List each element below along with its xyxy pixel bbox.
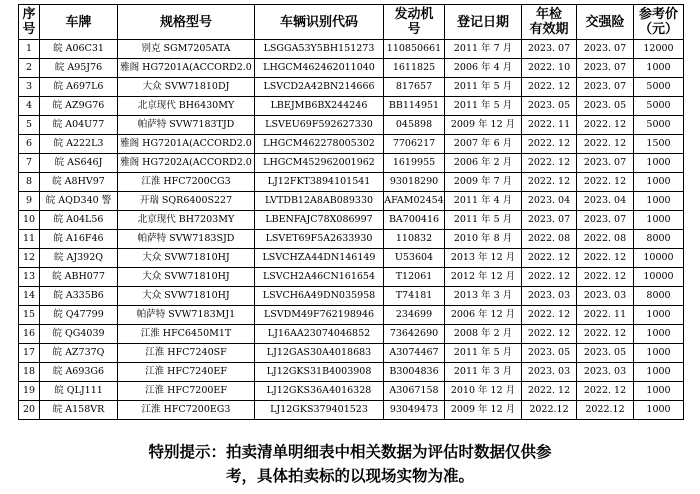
cell-reg-date: 2006 年 12 月 <box>445 306 522 325</box>
cell-price: 1000 <box>634 325 684 344</box>
cell-vin: LSVEU69F592627330 <box>255 116 384 135</box>
table-row <box>19 249 684 268</box>
cell-seq: 17 <box>19 344 40 363</box>
cell-model: 江淮 HFC7200EG3 <box>118 401 255 420</box>
cell-plate: 皖 AZ737Q <box>40 344 118 363</box>
cell-engine: 73642690 <box>384 325 445 344</box>
table-row <box>19 173 684 192</box>
cell-vin: LSVCHZA44DN146149 <box>255 249 384 268</box>
cell-price: 10000 <box>634 268 684 287</box>
cell-model: 江淮 HFC6450M1T <box>118 325 255 344</box>
cell-seq: 7 <box>19 154 40 173</box>
cell-seq: 4 <box>19 97 40 116</box>
cell-seq: 1 <box>19 40 40 59</box>
cell-inspection: 2022. 10 <box>522 59 577 78</box>
cell-plate: 皖 A693G6 <box>40 363 118 382</box>
cell-model: 帕萨特 SVW7183MJ1 <box>118 306 255 325</box>
cell-inspection: 2023. 07 <box>522 40 577 59</box>
cell-plate: 皖 AQD340 警 <box>40 192 118 211</box>
cell-model: 帕萨特 SVW7183TJD <box>118 116 255 135</box>
cell-plate: 皖 A95J76 <box>40 59 118 78</box>
cell-seq: 18 <box>19 363 40 382</box>
cell-model: 北京现代 BH7203MY <box>118 211 255 230</box>
cell-engine: 110850661 <box>384 40 445 59</box>
cell-price: 5000 <box>634 116 684 135</box>
cell-vin: LBEJMB6BX244246 <box>255 97 384 116</box>
cell-vin: LSVET69F5A2633930 <box>255 230 384 249</box>
special-notice <box>0 440 700 488</box>
cell-engine: A3074467 <box>384 344 445 363</box>
cell-plate: 皖 A16F46 <box>40 230 118 249</box>
cell-price: 1000 <box>634 211 684 230</box>
cell-inspection: 2022. 12 <box>522 382 577 401</box>
cell-vin: LVTDB12A8AB089330 <box>255 192 384 211</box>
cell-reg-date: 2011 年 3 月 <box>445 363 522 382</box>
cell-price: 10000 <box>634 249 684 268</box>
cell-model: 大众 SVW71810HJ <box>118 287 255 306</box>
table-body <box>19 40 684 420</box>
cell-plate: 皖 QLJ111 <box>40 382 118 401</box>
cell-engine: 110832 <box>384 230 445 249</box>
cell-seq: 5 <box>19 116 40 135</box>
cell-plate: 皖 ABH077 <box>40 268 118 287</box>
cell-reg-date: 2012 年 12 月 <box>445 268 522 287</box>
cell-engine: 7706217 <box>384 135 445 154</box>
cell-plate: 皖 A8HV97 <box>40 173 118 192</box>
cell-insurance: 2023. 07 <box>577 78 634 97</box>
table-row <box>19 211 684 230</box>
cell-seq: 6 <box>19 135 40 154</box>
table-row <box>19 59 684 78</box>
table-row <box>19 154 684 173</box>
cell-insurance: 2022. 12 <box>577 135 634 154</box>
cell-plate: 皖 A04L56 <box>40 211 118 230</box>
cell-price: 1000 <box>634 192 684 211</box>
cell-plate: 皖 A04U77 <box>40 116 118 135</box>
cell-seq: 20 <box>19 401 40 420</box>
cell-price: 1500 <box>634 135 684 154</box>
cell-price: 12000 <box>634 40 684 59</box>
cell-model: 雅阁 HG7201A(ACCORD2.0 <box>118 135 255 154</box>
table-header-row <box>19 5 684 40</box>
cell-reg-date: 2009 年 12 月 <box>445 401 522 420</box>
cell-reg-date: 2011 年 5 月 <box>445 78 522 97</box>
cell-insurance: 2022. 12 <box>577 382 634 401</box>
cell-engine: 234699 <box>384 306 445 325</box>
cell-reg-date: 2009 年 12 月 <box>445 116 522 135</box>
cell-inspection: 2022. 12 <box>522 154 577 173</box>
cell-reg-date: 2013 年 12 月 <box>445 249 522 268</box>
cell-seq: 8 <box>19 173 40 192</box>
cell-reg-date: 2011 年 5 月 <box>445 211 522 230</box>
cell-vin: LSVDM49F762198946 <box>255 306 384 325</box>
cell-model: 大众 SVW71810HJ <box>118 249 255 268</box>
cell-reg-date: 2011 年 7 月 <box>445 40 522 59</box>
cell-insurance: 2022. 12 <box>577 249 634 268</box>
cell-vin: LSVCH6A49DN035958 <box>255 287 384 306</box>
cell-reg-date: 2011 年 5 月 <box>445 344 522 363</box>
cell-model: 江淮 HFC7200EF <box>118 382 255 401</box>
cell-plate: 皖 QG4039 <box>40 325 118 344</box>
cell-engine: 93018290 <box>384 173 445 192</box>
cell-vin: LBENFAJC78X086997 <box>255 211 384 230</box>
cell-inspection: 2023. 03 <box>522 287 577 306</box>
cell-vin: LSVCD2A42BN214666 <box>255 78 384 97</box>
cell-vin: LJ12GAS30A4018683 <box>255 344 384 363</box>
cell-engine: T12061 <box>384 268 445 287</box>
cell-plate: 皖 A697L6 <box>40 78 118 97</box>
cell-insurance: 2022. 12 <box>577 173 634 192</box>
cell-plate: 皖 AJ392Q <box>40 249 118 268</box>
cell-engine: BB114951 <box>384 97 445 116</box>
cell-inspection: 2022. 12 <box>522 268 577 287</box>
cell-engine: T74181 <box>384 287 445 306</box>
cell-price: 8000 <box>634 287 684 306</box>
cell-inspection: 2023. 05 <box>522 97 577 116</box>
cell-seq: 13 <box>19 268 40 287</box>
cell-vin: LSVCH2A46CN161654 <box>255 268 384 287</box>
cell-engine: 1619955 <box>384 154 445 173</box>
cell-insurance: 2022.12 <box>577 401 634 420</box>
cell-vin: LHGCM462278005302 <box>255 135 384 154</box>
cell-seq: 9 <box>19 192 40 211</box>
cell-plate: 皖 A335B6 <box>40 287 118 306</box>
cell-reg-date: 2009 年 7 月 <box>445 173 522 192</box>
table-row <box>19 116 684 135</box>
cell-model: 北京现代 BH6430MY <box>118 97 255 116</box>
table-row <box>19 382 684 401</box>
cell-vin: LJ12GKS379401523 <box>255 401 384 420</box>
vehicle-auction-table <box>18 4 684 420</box>
cell-inspection: 2023. 07 <box>522 211 577 230</box>
cell-seq: 14 <box>19 287 40 306</box>
cell-price: 1000 <box>634 363 684 382</box>
cell-insurance: 2022. 12 <box>577 268 634 287</box>
cell-vin: LJ12GKS36A4016328 <box>255 382 384 401</box>
cell-seq: 15 <box>19 306 40 325</box>
cell-vin: LHGCM452962001962 <box>255 154 384 173</box>
cell-inspection: 2023. 04 <box>522 192 577 211</box>
notice-line-2: 考，具体拍卖标的以现场实物为准。 <box>225 467 474 485</box>
cell-model: 大众 SVW71810DJ <box>118 78 255 97</box>
header-model: 规格型号 <box>118 5 255 40</box>
header-plate: 车牌 <box>40 5 118 40</box>
header-reg-date: 登记日期 <box>445 5 522 40</box>
cell-seq: 16 <box>19 325 40 344</box>
cell-vin: LJ16AA23074046852 <box>255 325 384 344</box>
cell-reg-date: 2006 年 4 月 <box>445 59 522 78</box>
cell-seq: 10 <box>19 211 40 230</box>
cell-seq: 3 <box>19 78 40 97</box>
cell-reg-date: 2011 年 4 月 <box>445 192 522 211</box>
table-row <box>19 230 684 249</box>
cell-model: 别克 SGM7205ATA <box>118 40 255 59</box>
cell-insurance: 2023. 07 <box>577 59 634 78</box>
cell-plate: 皖 A06C31 <box>40 40 118 59</box>
cell-engine: AFAM02454 <box>384 192 445 211</box>
cell-price: 1000 <box>634 306 684 325</box>
cell-engine: A3067158 <box>384 382 445 401</box>
table-row <box>19 97 684 116</box>
table-row <box>19 287 684 306</box>
header-vin: 车辆识别代码 <box>255 5 384 40</box>
cell-insurance: 2023. 07 <box>577 154 634 173</box>
notice-line-1: 特别提示：拍卖清单明细表中相关数据为评估时数据仅供参 <box>148 443 552 461</box>
cell-inspection: 2022. 12 <box>522 306 577 325</box>
cell-seq: 12 <box>19 249 40 268</box>
cell-reg-date: 2011 年 5 月 <box>445 97 522 116</box>
cell-model: 江淮 HFC7240SF <box>118 344 255 363</box>
cell-price: 8000 <box>634 230 684 249</box>
cell-engine: BA700416 <box>384 211 445 230</box>
cell-inspection: 2022. 08 <box>522 230 577 249</box>
cell-reg-date: 2008 年 2 月 <box>445 325 522 344</box>
cell-model: 帕萨特 SVW7183SJD <box>118 230 255 249</box>
cell-reg-date: 2010 年 12 月 <box>445 382 522 401</box>
table-row <box>19 325 684 344</box>
cell-plate: 皖 A222L3 <box>40 135 118 154</box>
cell-insurance: 2023. 03 <box>577 287 634 306</box>
cell-inspection: 2022. 12 <box>522 249 577 268</box>
cell-inspection: 2022. 12 <box>522 325 577 344</box>
table-row <box>19 268 684 287</box>
cell-plate: 皖 AS646J <box>40 154 118 173</box>
cell-price: 1000 <box>634 344 684 363</box>
cell-model: 开瑞 SQR6400S227 <box>118 192 255 211</box>
cell-engine: B3004836 <box>384 363 445 382</box>
cell-inspection: 2022.12 <box>522 401 577 420</box>
cell-engine: U53604 <box>384 249 445 268</box>
table-row <box>19 192 684 211</box>
table-row <box>19 78 684 97</box>
cell-reg-date: 2013 年 3 月 <box>445 287 522 306</box>
cell-plate: 皖 A158VR <box>40 401 118 420</box>
cell-price: 5000 <box>634 97 684 116</box>
cell-inspection: 2022. 11 <box>522 116 577 135</box>
cell-insurance: 2023. 05 <box>577 344 634 363</box>
cell-vin: LJ12GKS31B4003908 <box>255 363 384 382</box>
cell-price: 1000 <box>634 401 684 420</box>
cell-inspection: 2023. 05 <box>522 344 577 363</box>
table-row <box>19 135 684 154</box>
cell-model: 大众 SVW71810HJ <box>118 268 255 287</box>
cell-insurance: 2023. 03 <box>577 363 634 382</box>
cell-vin: LSGGA53Y5BH151273 <box>255 40 384 59</box>
cell-seq: 2 <box>19 59 40 78</box>
cell-vin: LHGCM462462011040 <box>255 59 384 78</box>
cell-price: 1000 <box>634 154 684 173</box>
cell-inspection: 2023. 03 <box>522 363 577 382</box>
cell-model: 雅阁 HG7202A(ACCORD2.0 <box>118 154 255 173</box>
cell-reg-date: 2010 年 8 月 <box>445 230 522 249</box>
cell-insurance: 2023. 07 <box>577 211 634 230</box>
cell-insurance: 2022. 12 <box>577 116 634 135</box>
header-insurance: 交强险 <box>577 5 634 40</box>
cell-engine: 1611825 <box>384 59 445 78</box>
cell-price: 1000 <box>634 382 684 401</box>
cell-engine: 045898 <box>384 116 445 135</box>
header-engine: 发动机 号 <box>384 5 445 40</box>
header-seq: 序 号 <box>19 5 40 40</box>
cell-price: 1000 <box>634 59 684 78</box>
cell-model: 江淮 HFC7240EF <box>118 363 255 382</box>
cell-insurance: 2022. 08 <box>577 230 634 249</box>
table-row <box>19 363 684 382</box>
cell-vin: LJ12FKT3894101541 <box>255 173 384 192</box>
cell-insurance: 2022. 12 <box>577 325 634 344</box>
cell-reg-date: 2006 年 2 月 <box>445 154 522 173</box>
table-row <box>19 40 684 59</box>
table-row <box>19 344 684 363</box>
cell-inspection: 2022. 12 <box>522 135 577 154</box>
cell-engine: 817657 <box>384 78 445 97</box>
cell-plate: 皖 Q47799 <box>40 306 118 325</box>
cell-reg-date: 2007 年 6 月 <box>445 135 522 154</box>
cell-plate: 皖 AZ9G76 <box>40 97 118 116</box>
cell-insurance: 2023. 05 <box>577 97 634 116</box>
cell-inspection: 2022. 12 <box>522 173 577 192</box>
cell-price: 1000 <box>634 173 684 192</box>
cell-insurance: 2022. 11 <box>577 306 634 325</box>
header-inspection: 年检 有效期 <box>522 5 577 40</box>
table-row <box>19 401 684 420</box>
cell-price: 5000 <box>634 78 684 97</box>
cell-engine: 93049473 <box>384 401 445 420</box>
cell-seq: 19 <box>19 382 40 401</box>
cell-model: 雅阁 HG7201A(ACCORD2.0 <box>118 59 255 78</box>
cell-inspection: 2022. 12 <box>522 78 577 97</box>
cell-model: 江淮 HFC7200CG3 <box>118 173 255 192</box>
cell-seq: 11 <box>19 230 40 249</box>
table-row <box>19 306 684 325</box>
cell-insurance: 2023. 07 <box>577 40 634 59</box>
header-price: 参考价 （元） <box>634 5 684 40</box>
cell-insurance: 2023. 04 <box>577 192 634 211</box>
